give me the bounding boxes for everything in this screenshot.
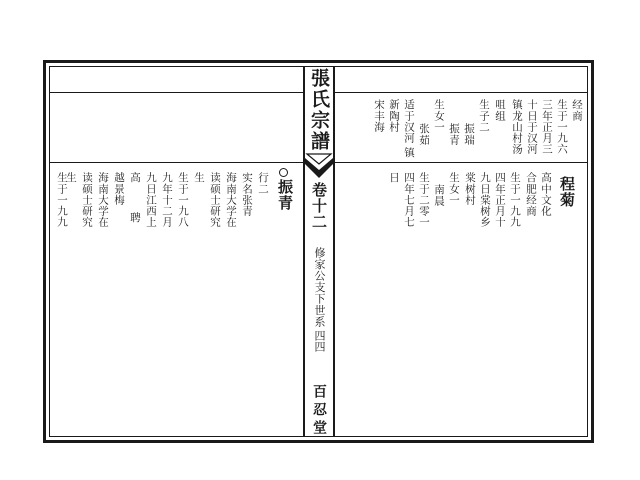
left-col-3: 海南大学在 xyxy=(225,172,237,228)
right-bottom-col-3: 生于一九九 xyxy=(509,172,521,228)
right-top-col-8: 振瑞 xyxy=(463,123,475,146)
right-bottom-col-5: 九日棠树乡 xyxy=(479,172,491,228)
right-rule-mid xyxy=(335,162,587,163)
right-bottom-col-6: 棠树村 xyxy=(464,172,476,206)
left-col-8: 九日江西上 xyxy=(145,172,157,228)
right-top-col-2: 生于一九六 xyxy=(556,99,568,155)
fishtail-ornament xyxy=(305,152,333,180)
right-top-col-1: 经商 xyxy=(571,99,583,122)
right-rule-top xyxy=(335,92,587,93)
right-bottom-col-9: 生于二零一 xyxy=(418,172,430,228)
right-bottom-col-1: 高中文化 xyxy=(540,172,552,217)
right-top-col-7: 生子二 xyxy=(478,99,490,133)
left-col-4: 读硕士研究 xyxy=(209,172,221,228)
right-top-col-10: 生女一 xyxy=(433,99,445,133)
right-top-col-13: 镇 xyxy=(403,147,415,159)
left-col-14: 生 xyxy=(65,172,77,184)
right-top-col-12: 适于汉河 xyxy=(403,99,415,144)
right-top-col-6: 咀组 xyxy=(494,99,506,122)
right-top-col-3: 三年正月三 xyxy=(541,99,553,155)
left-col-11: 越景梅 xyxy=(113,172,125,206)
right-top-col-11: 张茹 xyxy=(418,123,430,146)
section-label: 修家公支下世系 xyxy=(313,247,326,328)
left-col-12: 海南大学在 xyxy=(97,172,109,228)
right-bottom-col-10: 四年七月七 xyxy=(403,172,415,228)
right-top-col-5: 镇龙山村汤 xyxy=(511,99,523,155)
left-col-1: 行二 xyxy=(257,172,269,195)
book-title: 張氏宗譜 xyxy=(308,68,330,152)
volume-label: 卷十二 xyxy=(310,182,328,230)
left-col-7: 九年十二月 xyxy=(161,172,173,228)
left-rule-top xyxy=(50,92,303,93)
right-bottom-col-11: 日 xyxy=(388,172,400,184)
right-bottom-col-2: 合肥经商 xyxy=(525,172,537,217)
left-col-2: 实名张青 xyxy=(241,172,253,217)
left-col-9: 高 xyxy=(129,172,141,184)
right-top-col-4: 十日于汉河 xyxy=(526,99,538,155)
right-bottom-col-7: 生女一 xyxy=(448,172,460,206)
left-col-5: 生 xyxy=(193,172,205,184)
right-top-col-14: 新陶村 xyxy=(388,99,400,133)
hall-name: 百忍堂 xyxy=(311,384,327,438)
left-col-15: 生于一九九 xyxy=(56,172,68,228)
left-col-6: 生于一九八 xyxy=(177,172,189,228)
right-bottom-col-8: 南晨 xyxy=(433,184,445,207)
left-rule-mid xyxy=(50,162,303,163)
left-col-10: 聘 xyxy=(129,212,141,224)
page-number: 四四 xyxy=(313,330,326,352)
person-head-chengju: 程菊 xyxy=(558,176,576,208)
person-head-zhenqing: 振青 xyxy=(276,179,294,211)
right-top-col-9: 振青 xyxy=(448,123,460,146)
right-top-col-15: 宋丰海 xyxy=(373,99,385,133)
left-col-13: 读硕士研究 xyxy=(81,172,93,228)
right-bottom-col-4: 四年正月十 xyxy=(494,172,506,228)
person-marker-circle xyxy=(279,168,288,177)
